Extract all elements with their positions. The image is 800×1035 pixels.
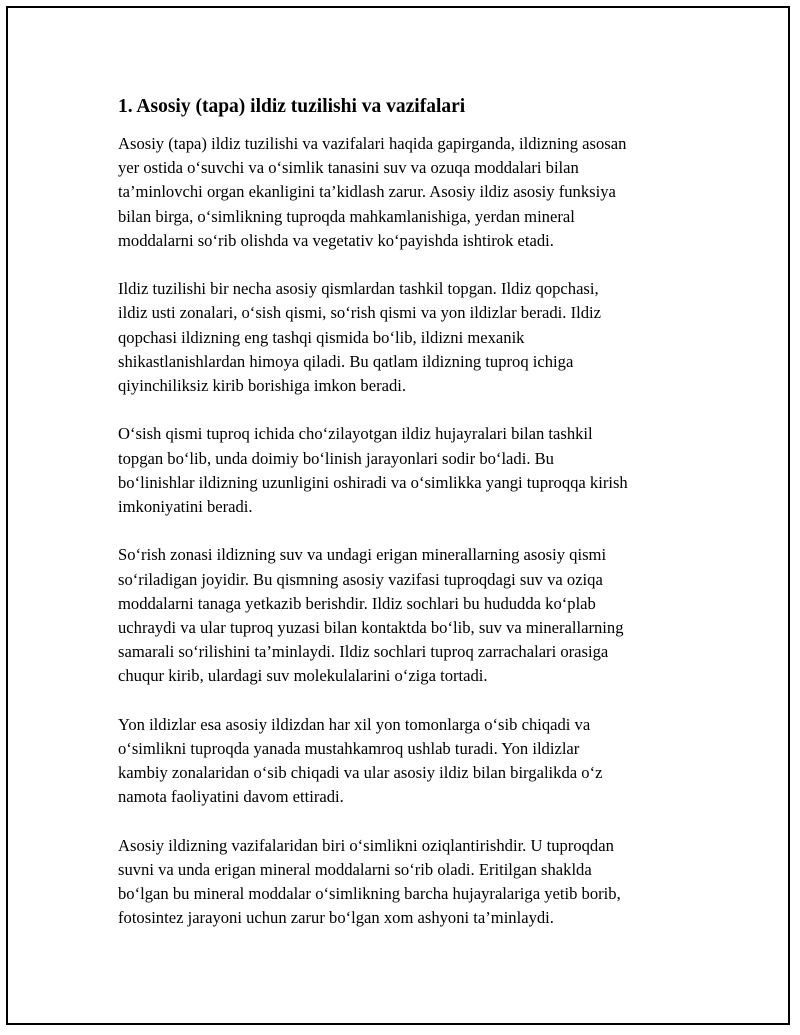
paragraph-intro: Asosiy (tapa) ildiz tuzilishi va vazifalari haqida gapirganda, ildizning asosan yer ostida o‘suvchi va o‘simlik tanasini suv va ozuqa moddalari bilan ta’minlovchi organ ekanligini ta’kidlash zarur. Asosiy ildiz asosiy funksiya bilan birga, o‘simlikning tuproqda mahkamlanishiga, yerdan mineral moddalarni so‘rib olishda va vegetativ ko‘payishda ishtirok etadi.	[118, 134, 627, 250]
paragraph-lateral-roots: Yon ildizlar esa asosiy ildizdan har xil yon tomonlarga o‘sib chiqadi va o‘simlikni tuproqda yanada mustahkamroq ushlab turadi. Yon ildizlar kambiy zonalaridan o‘sib chiqadi va ular asosiy ildiz bilan birgalikda o‘z namota faoliyatini davom ettiradi.	[118, 714, 603, 807]
paragraph-nutrition: Asosiy ildizning vazifalaridan biri o‘simlikni oziqlantirishdir. U tuproqdan suvni va unda erigan mineral moddalarni so‘rib oladi. Eritilgan shaklda bo‘lgan bu mineral moddalar o‘simlikning barcha hujayralariga yetib borib, fotosintez jarayoni uchun zarur bo‘lgan xom ashyoni ta’minlaydi.	[118, 835, 621, 928]
paragraph-growth-zone: O‘sish qismi tuproq ichida cho‘zilayotgan ildiz hujayralari bilan tashkil topgan bo‘lib, unda doimiy bo‘linish jarayonlari sodir bo‘ladi. Bu bo‘linishlar ildizning uzunligini oshiradi va o‘simlikka yangi tuproqqa kirish imkoniyatini beradi.	[118, 424, 628, 517]
paragraph-root-structure: Ildiz tuzilishi bir necha asosiy qismlardan tashkil topgan. Ildiz qopchasi, ildiz usti zonalari, o‘sish qismi, so‘rish qismi va yon ildizlar beradi. Ildiz qopchasi ildizning eng tashqi qismida bo‘lib, ildizni mexanik shikastlanishlardan himoya qiladi. Bu qatlam ildizning tuproq ichiga qiyinchiliksiz kirib borishiga imkon beradi.	[118, 279, 601, 396]
paragraph-absorption-zone: So‘rish zonasi ildizning suv va undagi erigan minerallarning asosiy qismi so‘riladigan joyidir. Bu qismning asosiy vazifasi tuproqdagi suv va oziqa moddalarni tanaga yetkazib berishdir. Ildiz sochlari bu hududda ko‘plab uchraydi va ular tuproq yuzasi bilan kontaktda bo‘lib, suv va minerallarning samarali so‘rilishini ta’minlaydi. Ildiz sochlari tuproq zarrachalari orasiga chuqur kirib, ulardagi suv molekulalarini o‘ziga tortadi.	[118, 545, 624, 686]
document-body	[118, 94, 684, 955]
section-heading: 1. Asosiy (tapa) ildiz tuzilishi va vazifalari	[118, 96, 466, 117]
